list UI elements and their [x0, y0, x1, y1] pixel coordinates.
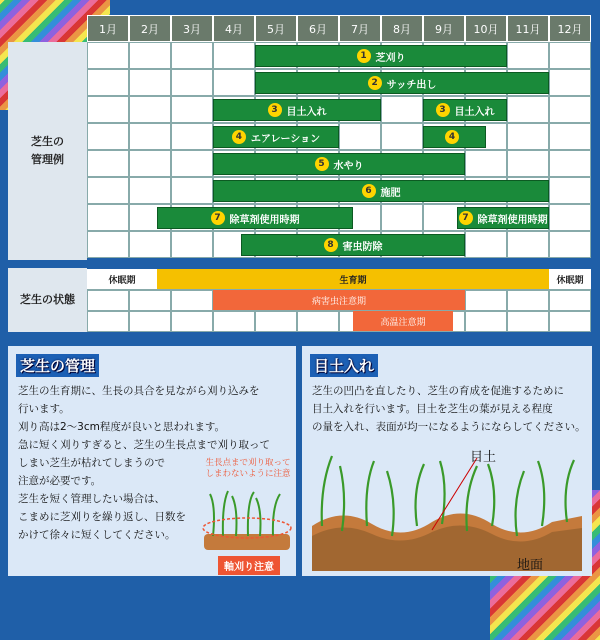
task-number-badge: 5 — [315, 157, 329, 171]
task-number-badge: 3 — [268, 103, 282, 117]
lawn-management-panel — [8, 346, 296, 576]
status-cell — [171, 311, 213, 332]
task-bar-mowing — [255, 45, 507, 67]
status-heat-caution: 高温注意期 — [353, 311, 453, 331]
grid-cell — [549, 96, 591, 123]
status-cell — [507, 290, 549, 311]
task-label: 除草剤使用時期 — [229, 214, 300, 226]
month-2: 2月 — [129, 15, 171, 42]
task-label: エアレーション — [250, 133, 321, 145]
task-number-badge: 7 — [211, 211, 225, 225]
text-line: 急に短く刈りすぎると、芝生の生長点まで刈り取って — [18, 439, 270, 451]
grid-cell — [129, 69, 171, 96]
grid-cell — [129, 150, 171, 177]
grid-cell — [381, 96, 423, 123]
status-cell — [171, 290, 213, 311]
task-label: 害虫防除 — [342, 241, 383, 253]
text-line: の量を入れ、表面が均一になるようにならしてください。 — [312, 421, 586, 433]
topdressing-illustration — [312, 446, 582, 571]
grid-cell — [87, 42, 129, 69]
status-growing: 生育期 — [157, 269, 549, 289]
status-dormant-late: 休眠期 — [549, 269, 591, 289]
grid-cell — [87, 177, 129, 204]
task-label: 目土入れ — [454, 106, 495, 118]
task-number-badge: 1 — [357, 49, 371, 63]
month-6: 6月 — [297, 15, 339, 42]
status-cell — [297, 311, 339, 332]
grid-cell — [549, 231, 591, 258]
grid-cell — [87, 150, 129, 177]
text-line: 芝生の生育期に、生長の具合を見ながら刈り込みを — [18, 385, 260, 397]
task-bar-pest-control — [241, 234, 465, 256]
grid-cell — [549, 177, 591, 204]
grid-cell — [507, 231, 549, 258]
grid-cell — [507, 150, 549, 177]
grid-cell — [381, 123, 423, 150]
grid-cell — [87, 69, 129, 96]
month-10: 10月 — [465, 15, 507, 42]
status-cell — [549, 311, 591, 332]
grid-cell — [171, 96, 213, 123]
grid-cell — [549, 150, 591, 177]
task-label: 芝刈り — [375, 52, 406, 64]
management-section-label: 芝生の 管理例 — [8, 42, 87, 260]
task-bar-aeration-spring — [213, 126, 339, 148]
grid-cell — [87, 123, 129, 150]
text-line: 注意が必要です。 — [18, 475, 102, 487]
topdressing-text — [312, 382, 586, 436]
grid-cell — [213, 42, 255, 69]
grid-cell — [129, 123, 171, 150]
task-number-badge: 6 — [362, 184, 376, 198]
grid-cell — [549, 42, 591, 69]
text-line: 刈り高は2〜3cm程度が良いと思われます。 — [18, 421, 226, 433]
task-bar-herbicide-autumn — [457, 207, 549, 229]
status-pest-caution: 病害虫注意期 — [213, 290, 465, 310]
grid-cell — [129, 231, 171, 258]
task-bar-aeration-autumn — [423, 126, 486, 148]
lawn-management-title: 芝生の管理 — [16, 354, 99, 377]
grid-cell — [171, 42, 213, 69]
topdressing-panel — [302, 346, 592, 576]
grid-cell — [171, 231, 213, 258]
grid-cell — [129, 96, 171, 123]
task-number-badge: 4 — [232, 130, 246, 144]
grid-cell — [549, 204, 591, 231]
task-label: 目土入れ — [286, 106, 327, 118]
month-5: 5月 — [255, 15, 297, 42]
grid-cell — [507, 42, 549, 69]
text-line: 目土入れを行います。目土を芝生の葉が見える程度 — [312, 403, 553, 415]
task-bar-watering — [213, 153, 465, 175]
grass-cutting-illustration — [198, 486, 296, 556]
grid-cell — [171, 69, 213, 96]
task-number-badge: 2 — [368, 76, 382, 90]
grid-cell — [171, 123, 213, 150]
task-label: 除草剤使用時期 — [477, 214, 548, 226]
month-7: 7月 — [339, 15, 381, 42]
grid-cell — [129, 177, 171, 204]
month-8: 8月 — [381, 15, 423, 42]
status-cell — [507, 311, 549, 332]
grid-cell — [213, 69, 255, 96]
cutting-caution-callout: 生長点まで刈り取って しまわないように注意 — [205, 458, 291, 479]
status-cell — [255, 311, 297, 332]
grid-cell — [549, 69, 591, 96]
status-cell — [213, 311, 255, 332]
task-bar-topdressing-autumn — [423, 99, 507, 121]
task-number-badge: 8 — [324, 238, 338, 252]
status-cell — [465, 290, 507, 311]
task-number-badge: 3 — [436, 103, 450, 117]
text-line: しまい芝生が枯れてしまうので — [18, 457, 165, 469]
text-line: 芝生の凹凸を直したり、芝生の育成を促進するために — [312, 385, 564, 397]
text-line: こまめに芝刈りを繰り返し、日数を — [18, 511, 186, 523]
topdressing-soil-label: 目土 — [470, 450, 497, 465]
text-line: 芝生を短く管理したい場合は、 — [18, 493, 165, 505]
status-dormant-early: 休眠期 — [87, 269, 157, 289]
grid-cell — [465, 150, 507, 177]
month-9: 9月 — [423, 15, 465, 42]
grid-cell — [507, 123, 549, 150]
status-cell — [87, 290, 129, 311]
month-12: 12月 — [549, 15, 591, 42]
grid-cell — [87, 96, 129, 123]
task-number-badge: 4 — [445, 130, 459, 144]
month-3: 3月 — [171, 15, 213, 42]
status-cell — [87, 311, 129, 332]
topdressing-title: 目土入れ — [310, 354, 378, 377]
task-bar-thatch — [255, 72, 549, 94]
ground-label: 地面 — [517, 558, 544, 573]
task-bar-fertilizing — [213, 180, 549, 202]
grid-cell — [87, 204, 129, 231]
status-cell — [129, 290, 171, 311]
month-11: 11月 — [507, 15, 549, 42]
grid-cell — [339, 123, 381, 150]
grid-cell — [465, 231, 507, 258]
month-1: 1月 — [87, 15, 129, 42]
grid-cell — [549, 123, 591, 150]
task-bar-herbicide-spring — [157, 207, 353, 229]
task-label: 施肥 — [380, 187, 401, 199]
cutting-caution-badge: 軸刈り注意 — [218, 556, 280, 575]
grid-cell — [171, 150, 213, 177]
task-label: 水やり — [333, 160, 364, 172]
status-cell — [129, 311, 171, 332]
grid-cell — [129, 42, 171, 69]
text-line: 行います。 — [18, 403, 70, 415]
text-line: かけて徐々に短くしてください。 — [18, 529, 176, 541]
task-number-badge: 7 — [459, 211, 473, 225]
status-cell — [465, 311, 507, 332]
task-label: サッチ出し — [386, 79, 437, 91]
grid-cell — [381, 204, 423, 231]
grid-cell — [87, 231, 129, 258]
status-cell — [549, 290, 591, 311]
grid-cell — [171, 177, 213, 204]
status-section-label: 芝生の状態 — [8, 268, 87, 332]
grid-cell — [507, 96, 549, 123]
task-bar-topdressing-spring — [213, 99, 381, 121]
month-4: 4月 — [213, 15, 255, 42]
